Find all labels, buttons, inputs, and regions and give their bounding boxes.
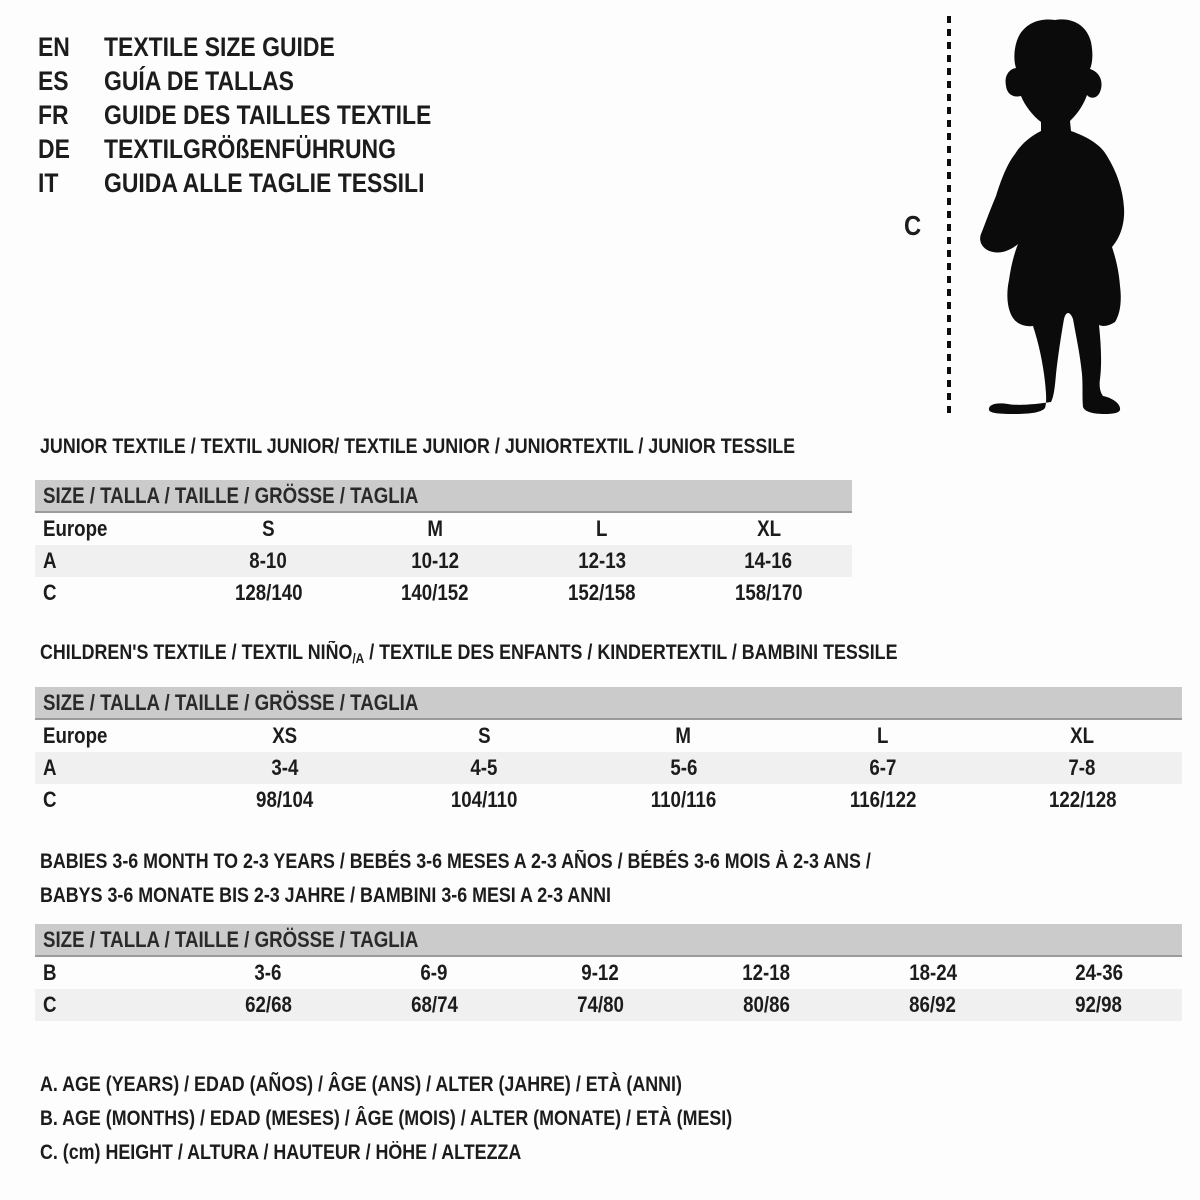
age-value: 5-6 (669, 755, 698, 780)
height-value: 62/68 (244, 992, 292, 1017)
babies-size-table (35, 924, 1182, 1021)
height-value: 86/92 (909, 992, 957, 1017)
row-label: C (43, 580, 57, 605)
toddler-silhouette-icon (973, 14, 1143, 414)
age-value: 7-8 (1068, 755, 1096, 780)
language-code: ES (38, 66, 69, 96)
legend-height-cm: C. (cm) HEIGHT / ALTURA / HAUTEUR / HÖHE / ALTEZZA (40, 1141, 522, 1164)
size-value: L (596, 516, 608, 541)
children-section-title: CHILDREN'S TEXTILE / TEXTIL $NIÑO_{/A}$ / TEXTILE DES ENFANTS / KINDERTEXTIL / BAMBINI TESSILE (40, 641, 898, 666)
language-row-en (38, 30, 489, 64)
size-header-band: SIZE / TALLA / TAILLE / GRÖSSE / TAGLIA (35, 687, 1182, 720)
size-header-band: SIZE / TALLA / TAILLE / GRÖSSE / TAGLIA (35, 480, 852, 513)
language-row-de (38, 132, 489, 166)
language-code: DE (38, 134, 70, 164)
row-label: C (43, 787, 57, 812)
row-label: A (43, 548, 57, 573)
row-label: C (43, 992, 57, 1017)
table-row-height (35, 784, 1182, 816)
language-title: TEXTILGRÖßENFÜHRUNG (104, 134, 396, 164)
size-value: S (477, 723, 491, 748)
table-row-age-months (35, 957, 1182, 989)
table-row-height (35, 989, 1182, 1021)
size-value: XL (756, 516, 781, 541)
height-value: 92/98 (1075, 992, 1123, 1017)
months-value: 18-24 (908, 960, 957, 985)
age-value: 3-4 (271, 755, 299, 780)
size-value: S (262, 516, 275, 541)
row-label: Europe (43, 516, 108, 541)
language-row-fr (38, 98, 489, 132)
height-value: 110/116 (650, 787, 717, 812)
age-value: 14-16 (744, 548, 793, 573)
height-value: 80/86 (743, 992, 790, 1017)
row-label: Europe (43, 723, 108, 748)
language-row-es (38, 64, 489, 98)
language-header (38, 30, 489, 200)
language-row-it (38, 166, 489, 200)
height-dashed-line-icon (947, 16, 951, 416)
months-value: 24-36 (1074, 960, 1123, 985)
height-value: 158/170 (734, 580, 803, 605)
junior-section-title: JUNIOR TEXTILE / TEXTIL JUNIOR/ TEXTILE JUNIOR / JUNIORTEXTIL / JUNIOR TESSILE (40, 435, 796, 458)
age-value: 8-10 (249, 548, 288, 573)
table-row-europe (35, 513, 852, 545)
language-title: GUIDA ALLE TAGLIE TESSILI (104, 168, 425, 198)
legend-age-years: A. AGE (YEARS) / EDAD (AÑOS) / ÂGE (ANS) / ALTER (JAHRE) / ETÀ (ANNI) (40, 1073, 682, 1096)
height-value: 98/104 (256, 787, 314, 812)
language-title: GUÍA DE TALLAS (104, 66, 294, 96)
language-code: IT (38, 168, 59, 198)
row-label: B (43, 960, 57, 985)
height-value: 140/152 (401, 580, 469, 605)
nino-a-subscript: /A (352, 650, 365, 666)
table-row-age (35, 752, 1182, 784)
age-value: 10-12 (411, 548, 460, 573)
height-value: 128/140 (234, 580, 303, 605)
children-size-table (35, 687, 1182, 816)
size-header-band: SIZE / TALLA / TAILLE / GRÖSSE / TAGLIA (35, 924, 1182, 957)
age-value: 12-13 (577, 548, 626, 573)
size-value: L (877, 723, 889, 748)
measurement-legend (40, 1068, 854, 1170)
age-value: 4-5 (470, 755, 498, 780)
height-value: 68/74 (410, 992, 458, 1017)
months-value: 12-18 (742, 960, 791, 985)
height-measure-label: C (904, 210, 922, 241)
size-value: XL (1070, 723, 1095, 748)
language-title: TEXTILE SIZE GUIDE (104, 32, 335, 62)
height-figure (890, 0, 1160, 430)
size-value: XS (272, 723, 298, 748)
height-value: 74/80 (577, 992, 624, 1017)
size-value: M (427, 516, 443, 541)
months-value: 6-9 (420, 960, 448, 985)
language-code: EN (38, 32, 70, 62)
height-value: 152/158 (568, 580, 636, 605)
months-value: 3-6 (254, 960, 282, 985)
table-row-europe (35, 720, 1182, 752)
row-label: A (43, 755, 57, 780)
height-value: 122/128 (1048, 787, 1117, 812)
language-code: FR (38, 100, 69, 130)
height-value: 104/110 (450, 787, 518, 812)
height-value: 116/122 (849, 787, 917, 812)
babies-section-title-line2: BABYS 3-6 MONATE BIS 2-3 JAHRE / BAMBINI 3-6 MESI A 2-3 ANNI (40, 884, 611, 907)
language-title: GUIDE DES TAILLES TEXTILE (104, 100, 432, 130)
months-value: 9-12 (581, 960, 620, 985)
age-value: 6-7 (869, 755, 897, 780)
junior-size-table (35, 480, 852, 609)
size-value: M (675, 723, 692, 748)
table-row-age (35, 545, 852, 577)
babies-section-title-line1: BABIES 3-6 MONTH TO 2-3 YEARS / BEBÉS 3-6 MESES A 2-3 AÑOS / BÉBÉS 3-6 MOIS À 2-3 ANS / (40, 850, 871, 873)
legend-age-months: B. AGE (MONTHS) / EDAD (MESES) / ÂGE (MOIS) / ALTER (MONATE) / ETÀ (MESI) (40, 1107, 733, 1130)
table-row-height (35, 577, 852, 609)
